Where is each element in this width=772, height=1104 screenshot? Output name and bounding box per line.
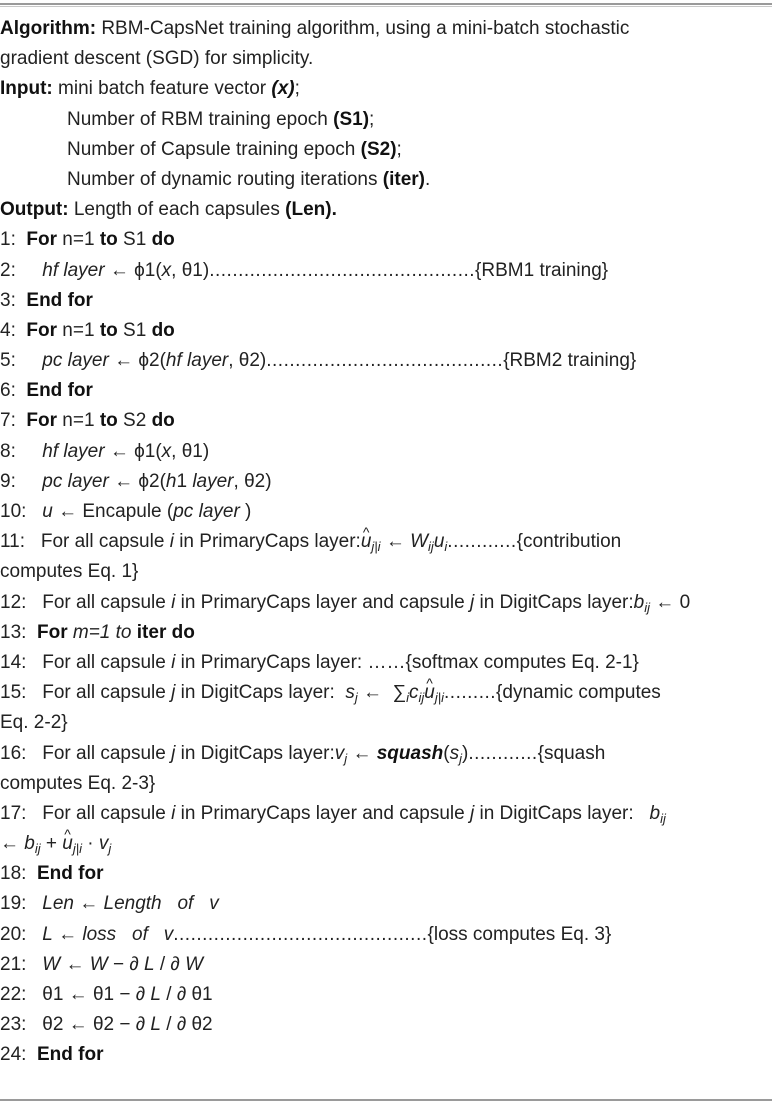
algorithm-text-2: gradient descent (SGD) for simplicity. <box>0 48 314 70</box>
step-5: 5: pc layer ← ϕ2(hf layer, θ2).........................................{RBM2 training} <box>0 350 637 372</box>
step-2: 2: hf layer ← ϕ1(x, θ1)..............................................{RBM1 training} <box>0 259 609 281</box>
step-16-cont: computes Eq. 2-3} <box>0 772 156 794</box>
step-15: 15: For all capsule j in DigitCaps layer: $s_j$ ← $\sum_ic_{ij}\^{}$ $u_{j|i}.........\{dynamic$ computes <box>0 678 772 708</box>
step-14: 14: For all capsule i in PrimaryCaps layer: ……{softmax computes Eq. 2-1} <box>0 651 639 673</box>
step-16: 16: For all capsule j in DigitCaps $layer:v_j$ ← $squash(s_j)............\{squash$ <box>0 742 606 766</box>
step-9: 9: pc layer ← ϕ2(h1 layer, θ2) <box>0 470 272 492</box>
step-6: 6: End for <box>0 380 93 402</box>
step-13: 13: For m=1 to iter do <box>0 621 195 643</box>
step-18: 18: End for <box>0 863 104 885</box>
step-17: 17: For all capsule i in PrimaryCaps layer and capsule j in DigitCaps layer: $b_{ij}$ <box>0 802 666 826</box>
input-x: (x) <box>271 78 295 100</box>
step-21: 21: W ← W − ∂ L / ∂ W <box>0 953 204 975</box>
output-bold: (Len). <box>285 199 337 221</box>
input-item: Number of dynamic routing iterations (iter). <box>67 168 431 190</box>
bottom-rule <box>0 1099 772 1101</box>
top-rule <box>0 3 772 5</box>
step-15-cont: Eq. 2-2} <box>0 712 68 734</box>
output-line <box>0 195 772 225</box>
step-8: 8: hf layer ← ϕ1(x, θ1) <box>0 440 210 462</box>
step-11-cont: computes Eq. 1} <box>0 561 139 583</box>
algorithm-label: Algorithm: <box>0 18 97 39</box>
step-1: 1: For n=1 to S1 do <box>0 229 175 251</box>
top-rule-thin <box>0 6 772 7</box>
input-line: Input: mini batch feature vector (x); <box>0 78 300 100</box>
step-19: 19: Len ← Length of v <box>0 893 219 915</box>
step-23: 23: θ2 ← θ2 − ∂ L / ∂ θ2 <box>0 1014 213 1036</box>
output-label: Output: <box>0 199 69 221</box>
step-3: 3: End for <box>0 289 93 311</box>
step-24: 24: End for <box>0 1044 104 1066</box>
step-10: 10: u ← Encapule (pc layer ) <box>0 501 252 522</box>
step-4: 4: For n=1 to S1 do <box>0 319 175 341</box>
input-label: Input: <box>0 78 53 100</box>
algorithm-text: RBM-CapsNet training algorithm, using a mini-batch stochastic <box>101 18 630 39</box>
step-12: 12: For all capsule i in PrimaryCaps layer and capsule j in DigitCaps $layer:b_{ij}$ ← 0 <box>0 591 691 615</box>
input-item: Number of Capsule training epoch (S2); <box>67 138 402 160</box>
input-item: Number of RBM training epoch (S1); <box>67 108 375 130</box>
step-22: 22: θ1 ← θ1 − ∂ L / ∂ θ1 <box>0 984 213 1005</box>
algorithm-title-line <box>0 14 772 44</box>
algorithm-box <box>0 14 772 1071</box>
output-text: Length of each capsules <box>73 199 280 221</box>
algorithm-title-line-2 <box>0 44 772 74</box>
input-text: mini batch feature vector <box>58 78 267 100</box>
step-20: 20: L ← loss of v............................................{loss computes Eq. 3} <box>0 923 612 945</box>
step-11: 11: For all capsule i in PrimaryCaps layer:^ $u_{j|i}$ ← $W_{ij}u_i............\{contribution$ <box>0 527 772 557</box>
step-7: 7: For n=1 to S2 do <box>0 410 175 432</box>
step-17-cont: ← $b_{ij}$ + ^ $u_{j|i} \cdot v_j$ <box>0 829 772 859</box>
